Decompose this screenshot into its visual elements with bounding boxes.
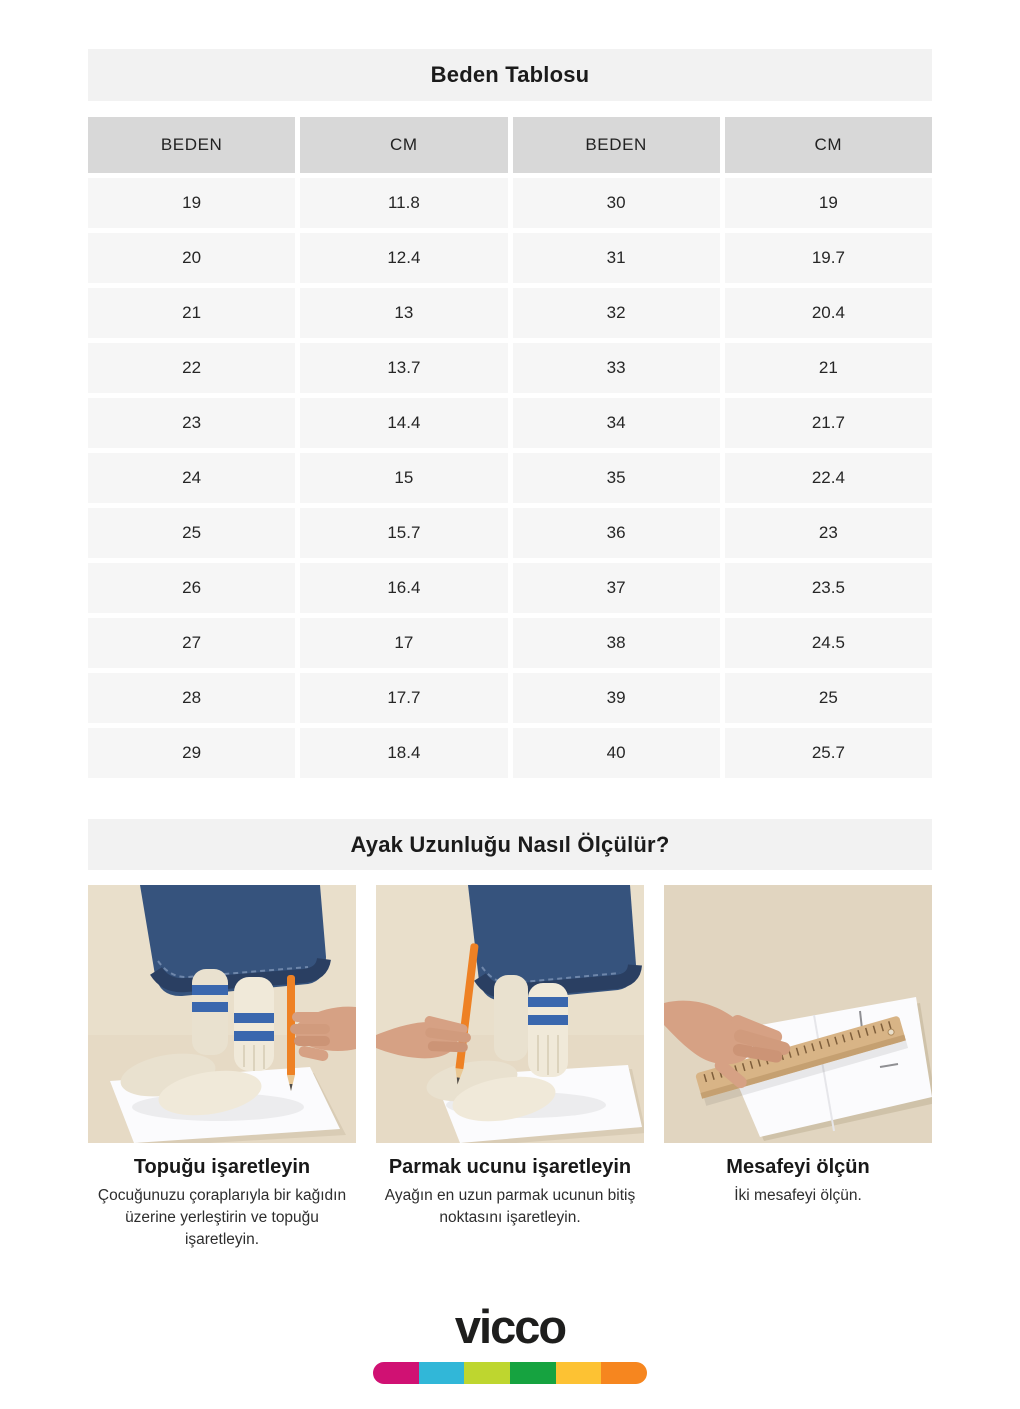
step-heading: Topuğu işaretleyin bbox=[133, 1156, 311, 1178]
table-cell: 24 bbox=[88, 453, 295, 503]
table-cell: 23.5 bbox=[725, 563, 932, 613]
table-cell: 20.4 bbox=[725, 288, 932, 338]
table-cell: 22.4 bbox=[725, 453, 932, 503]
mark-toe-photo bbox=[376, 885, 644, 1143]
measure-steps bbox=[88, 885, 932, 1251]
stripe-segment bbox=[373, 1362, 419, 1384]
table-cell: 36 bbox=[513, 508, 720, 558]
step-measure-distance bbox=[664, 885, 932, 1251]
table-cell: 37 bbox=[513, 563, 720, 613]
stripe-segment bbox=[601, 1362, 647, 1384]
table-cell: 14.4 bbox=[300, 398, 507, 448]
measure-section-title-banner bbox=[88, 819, 932, 870]
table-cell: 25.7 bbox=[725, 728, 932, 778]
table-cell: 17.7 bbox=[300, 673, 507, 723]
mark-heel-photo bbox=[88, 885, 356, 1143]
table-header-cell: CM bbox=[300, 117, 507, 173]
step-description: Çocuğunuzu çoraplarıyla bir kağıdın üzerine yerleştirin ve topuğu işaretleyin. bbox=[97, 1187, 347, 1248]
table-cell: 18.4 bbox=[300, 728, 507, 778]
measure-section-title: Ayak Uzunluğu Nasıl Ölçülür? bbox=[350, 831, 670, 857]
brand-color-stripe bbox=[373, 1362, 647, 1384]
table-cell: 22 bbox=[88, 343, 295, 393]
vicco-logo: vicco bbox=[454, 1300, 566, 1353]
table-cell: 28 bbox=[88, 673, 295, 723]
table-cell: 13.7 bbox=[300, 343, 507, 393]
size-table-title: Beden Tablosu bbox=[430, 62, 590, 87]
table-header-cell: BEDEN bbox=[88, 117, 295, 173]
table-header-cell: CM bbox=[725, 117, 932, 173]
table-cell: 16.4 bbox=[300, 563, 507, 613]
table-cell: 38 bbox=[513, 618, 720, 668]
stripe-segment bbox=[510, 1362, 556, 1384]
table-cell: 15 bbox=[300, 453, 507, 503]
table-cell: 11.8 bbox=[300, 178, 507, 228]
measure-distance-photo bbox=[664, 885, 932, 1143]
table-cell: 26 bbox=[88, 563, 295, 613]
table-cell: 39 bbox=[513, 673, 720, 723]
step-mark-toe bbox=[376, 885, 644, 1251]
table-cell: 27 bbox=[88, 618, 295, 668]
table-cell: 30 bbox=[513, 178, 720, 228]
table-cell: 23 bbox=[725, 508, 932, 558]
stripe-segment bbox=[556, 1362, 602, 1384]
table-cell: 15.7 bbox=[300, 508, 507, 558]
stripe-segment bbox=[464, 1362, 510, 1384]
step-mark-heel bbox=[88, 885, 356, 1251]
stripe-segment bbox=[419, 1362, 465, 1384]
size-table-title-banner bbox=[88, 49, 932, 101]
table-cell: 19 bbox=[725, 178, 932, 228]
step-heading: Mesafeyi ölçün bbox=[726, 1156, 870, 1178]
table-cell: 17 bbox=[300, 618, 507, 668]
table-cell: 12.4 bbox=[300, 233, 507, 283]
table-cell: 19.7 bbox=[725, 233, 932, 283]
table-cell: 25 bbox=[88, 508, 295, 558]
step-heading: Parmak ucunu işaretleyin bbox=[388, 1156, 632, 1178]
table-cell: 34 bbox=[513, 398, 720, 448]
table-cell: 21 bbox=[88, 288, 295, 338]
table-cell: 19 bbox=[88, 178, 295, 228]
table-cell: 13 bbox=[300, 288, 507, 338]
table-cell: 25 bbox=[725, 673, 932, 723]
footer bbox=[88, 1300, 932, 1384]
table-cell: 40 bbox=[513, 728, 720, 778]
table-cell: 21.7 bbox=[725, 398, 932, 448]
table-cell: 33 bbox=[513, 343, 720, 393]
table-cell: 20 bbox=[88, 233, 295, 283]
size-guide-page bbox=[88, 49, 932, 1384]
table-cell: 23 bbox=[88, 398, 295, 448]
step-description: Ayağın en uzun parmak ucunun bitiş noktasını işaretleyin. bbox=[384, 1187, 636, 1226]
table-cell: 29 bbox=[88, 728, 295, 778]
table-cell: 35 bbox=[513, 453, 720, 503]
size-table bbox=[88, 117, 932, 778]
table-cell: 32 bbox=[513, 288, 720, 338]
table-cell: 21 bbox=[725, 343, 932, 393]
step-description: İki mesafeyi ölçün. bbox=[734, 1187, 862, 1204]
table-cell: 31 bbox=[513, 233, 720, 283]
table-cell: 24.5 bbox=[725, 618, 932, 668]
table-header-cell: BEDEN bbox=[513, 117, 720, 173]
